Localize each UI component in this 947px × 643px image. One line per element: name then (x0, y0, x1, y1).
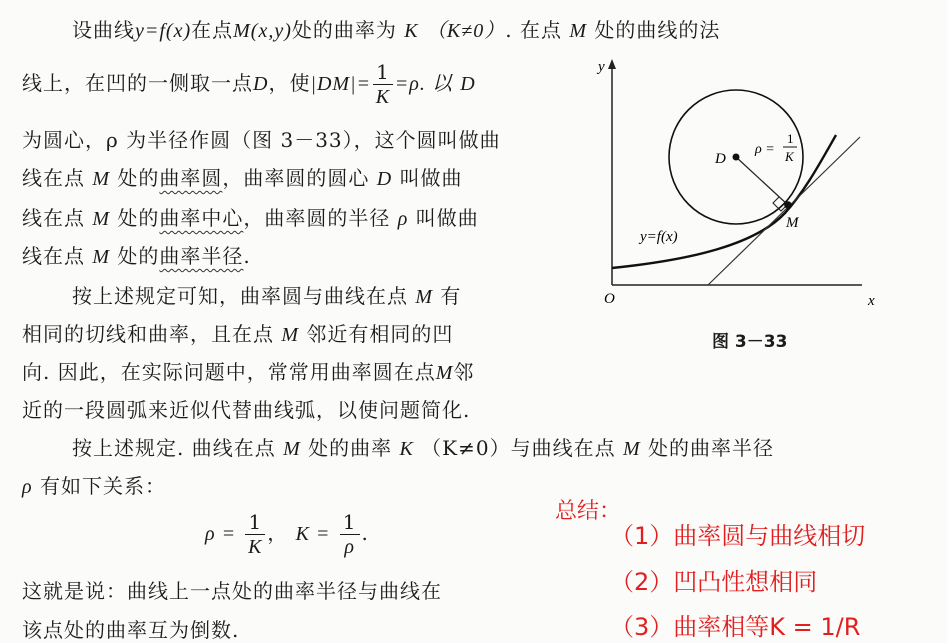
math: =ρ. 以 (394, 73, 453, 95)
m-label: M (786, 215, 799, 231)
para1-line5 (22, 202, 479, 231)
text: 处的曲率半径 (648, 436, 774, 460)
formula (205, 512, 369, 557)
y-arrow-icon (608, 59, 616, 69)
para3-line1 (72, 432, 774, 461)
text: 向. 因此，在实际问题中，常常用曲率圆在点 (22, 360, 436, 384)
math: M(x,y) (233, 20, 292, 42)
math: M (92, 208, 111, 230)
tangent-line (708, 137, 860, 285)
math: |DM|= (310, 73, 372, 95)
origin-label: O (604, 291, 615, 307)
text: （K≠0）与曲线在点 (421, 436, 616, 460)
para4-line1: 这就是说：曲线上一点处的曲率半径与曲线在 (22, 579, 442, 603)
math: M (569, 20, 588, 42)
denominator: K (248, 536, 263, 558)
y-axis-label: y (598, 59, 605, 75)
text: 处的曲率 (308, 436, 393, 460)
denominator: ρ (344, 536, 355, 558)
math: M (92, 168, 111, 190)
math: M (283, 438, 301, 460)
math: M (92, 246, 111, 268)
notes-item-3: （3）曲率相等K = 1/R (610, 613, 861, 641)
text: 线上，在凹的一侧取一点 (22, 71, 253, 95)
notes-title: 总结： (555, 499, 622, 524)
radius-line (736, 157, 788, 205)
fraction (340, 512, 360, 557)
text: 邻 (453, 360, 475, 384)
figure-3-33 (590, 55, 890, 317)
text: 线在点 (22, 166, 85, 190)
para1-line6 (22, 240, 251, 269)
notes-item-1: （1）曲率圆与曲线相切 (610, 522, 866, 550)
text: 按上述规定. 曲线在点 (72, 436, 276, 460)
para3-line2 (22, 470, 166, 499)
x-axis-label: x (868, 293, 875, 309)
numerator: 1 (245, 512, 265, 535)
term-curvature-radius: 曲率半径 (159, 244, 244, 268)
figure-caption: 图 3－33 (712, 332, 788, 352)
math: M (281, 324, 300, 346)
math: D (253, 73, 269, 95)
denominator: K (375, 86, 391, 108)
text: 叫做曲 (415, 206, 479, 230)
text: 处的曲率为 (291, 18, 397, 42)
text: 处的 (117, 166, 160, 190)
math: y=f(x) (135, 20, 192, 42)
fraction (373, 62, 393, 107)
math: D (460, 73, 476, 95)
math: M (435, 362, 454, 384)
point-m (784, 201, 792, 209)
d-label: D (715, 151, 726, 167)
rho-label: ρ = (755, 142, 775, 157)
text: 在点 (191, 18, 234, 42)
rho-numerator: 1 (787, 131, 794, 146)
text: 线在点 (22, 244, 85, 268)
separator: ， (267, 521, 289, 545)
text: 有 (440, 284, 462, 308)
text: 线在点 (22, 206, 85, 230)
para4-line2: 该点处的曲率互为倒数. (22, 618, 240, 642)
numerator: 1 (340, 512, 360, 535)
text: ，曲率圆的半径 (243, 206, 391, 230)
math: ρ (22, 476, 33, 498)
para1-line4 (22, 162, 463, 191)
text: 相同的切线和曲率，且在点 (22, 322, 274, 346)
text: 邻近有相同的凹 (306, 322, 454, 346)
numerator: 1 (373, 62, 393, 85)
math: K (399, 438, 414, 460)
math: ρ (397, 208, 409, 230)
text: . (243, 244, 251, 268)
text: . 在点 (505, 18, 562, 42)
para2-line1 (72, 280, 461, 309)
text: 处的 (117, 206, 160, 230)
term-curvature-center: 曲率中心 (159, 206, 244, 230)
math: （K≠0） (425, 20, 506, 42)
text: 叫做曲 (399, 166, 463, 190)
para1-line3: 为圆心，ρ 为半径作圆（图 3－33），这个圆叫做曲 (22, 128, 501, 152)
fraction (245, 512, 265, 557)
para1-line2 (22, 62, 476, 107)
text: 有如下关系： (39, 474, 166, 498)
text: . (361, 521, 369, 545)
rho-denominator: K (785, 149, 794, 164)
para2-line4: 近的一段圆弧来近似代替曲线弧，以使问题简化. (22, 398, 471, 422)
text: 设曲线 (72, 18, 135, 42)
math: D (376, 168, 393, 190)
math: ρ = (205, 523, 237, 545)
text: ，使 (268, 71, 311, 95)
notes-item-2: （2）凹凸性想相同 (610, 568, 818, 596)
math: K (404, 20, 419, 42)
para1-line1 (72, 14, 720, 43)
term-curvature-circle: 曲率圆 (159, 166, 223, 190)
math: M (622, 438, 641, 460)
math: K = (295, 523, 331, 545)
curve-label: y=f(x) (640, 229, 678, 245)
point-d (733, 154, 740, 161)
text: 按上述规定可知，曲率圆与曲线在点 (72, 284, 408, 308)
math: M (415, 286, 434, 308)
para2-line2 (22, 318, 453, 347)
para2-line3 (22, 356, 474, 385)
text: ，曲率圆的圆心 (222, 166, 370, 190)
text: 处的 (117, 244, 160, 268)
text: 处的曲线的法 (594, 18, 721, 42)
